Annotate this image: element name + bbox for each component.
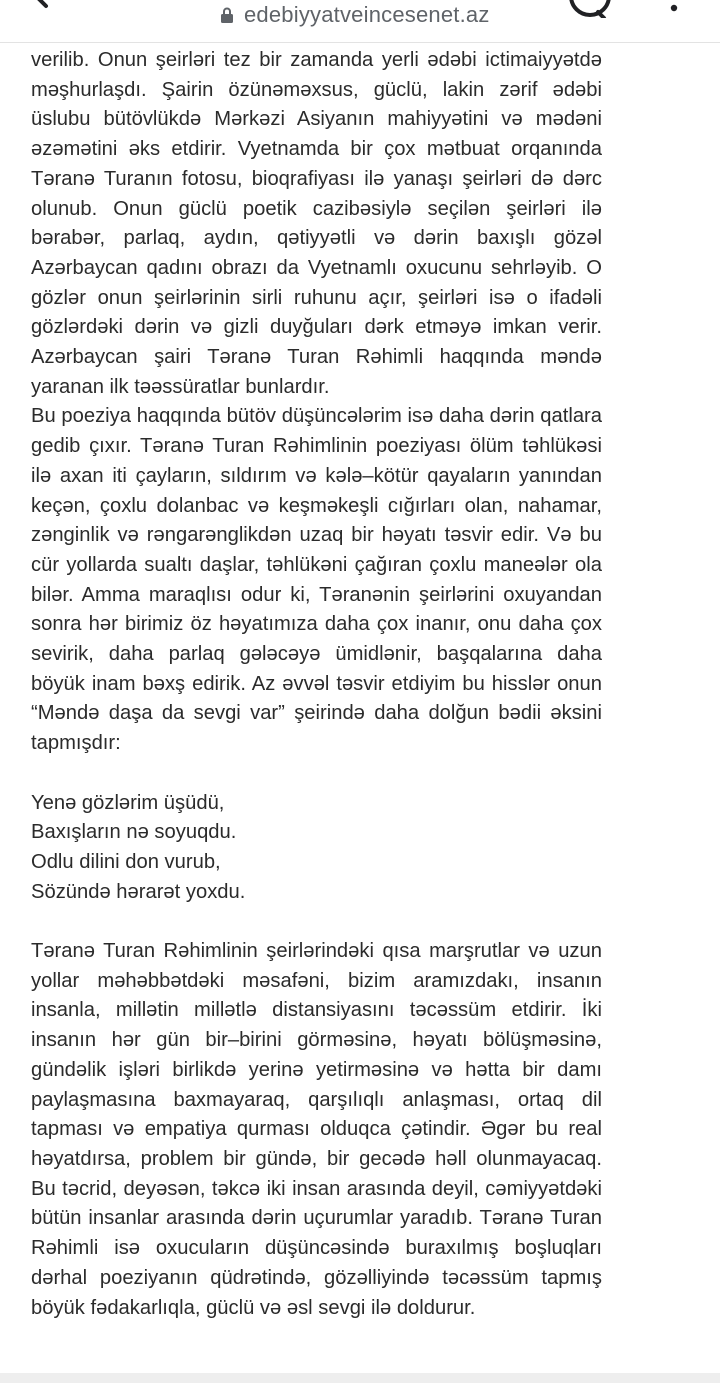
verse-line: Odlu dilini don vurub,: [31, 850, 221, 873]
kebab-menu-icon[interactable]: [668, 0, 680, 16]
article-body: [31, 46, 602, 1323]
article-paragraph: Təranə Turan Rəhimlinin şeirlərindəki qısa marşrutlar və uzun yollar məhəbbətdəki məsafəni, bizim aramızdakı, insanın insanla, millətin millətlə distansiyasını təcəssüm etdirir. İki insanın hər gün bir–birini görməsinə, həyatı bölüşməsinə, gündəlik işləri birlikdə yerinə yetirməsinə və hətta bir damı paylaşmasına baxmayaraq, qarşılıqlı anlaşması, ortaq dil tapması və empatiya qurması olduqca çətindir. Əgər bu real həyatdırsa, problem bir gündə, bir gecədə həll olunmayacaq. Bu təcrid, deyəsən, təkcə iki insan arasında deyil, cəmiyyətdəki bütün insanlar arasında dərin uçurumlar yaradıb. Təranə Turan Rəhimli isə oxucuların düşüncəsində buraxılmış boşluqları dərhal poeziyanın qüdrətində, gözəlliyində təcəssüm tapmış böyük fədakarlıqla, güclü və əsl sevgi ilə doldurur.: [31, 940, 602, 1319]
article-paragraph: Bu poeziya haqqında bütöv düşüncələrim isə daha dərin qatlara gedib çıxır. Təranə Turan Rəhimlinin poeziyası ölüm təhlükəsi ilə axan iti çayların, sıldırım və kələ–kötür qayaların yanından keçən, çoxlu dolanbac və keşməkeşli cığırları olan, nahamar, zənginlik və rəngarənglikdən uzaq bir həyatı təsvir edir. Və bu cür yollarda sualtı daşlar, təhlükəni çağıran çoxlu maneələr ola bilər. Amma maraqlısı odur ki, Təranənin şeirlərini oxuyandan sonra hər birimiz öz həyatımıza daha çox inanır, onu daha çox sevirik, daha parlaq gələcəyə ümidlənir, başqalarına daha böyük inam bəxş edirik. Az əvvəl təsvir etdiyim bu hisslər onun “Məndə daşa da sevgi var” şeirində daha dolğun bədii əksini tapmışdır:: [31, 405, 602, 755]
back-arrow-icon[interactable]: [28, 0, 68, 14]
article-paragraph: verilib. Onun şeirləri tez bir zamanda yerli ədəbi ictimaiyyətdə məşhurlaşdı. Şairin özünəməxsus, güclü, lakin zərif ədəbi üslubu bütövlükdə Mərkəzi Asiyanın mahiyyətini və mədəni əzəmətini əks etdirir. Vyetnamda bir çox mətbuat orqanında Təranə Turanın fotosu, bioqrafiyası ilə yanaşı şeirləri də dərc olunub. Onun güclü poetik cazibəsiylə seçilən şeirləri ilə bərabər, parlaq, aydın, qətiyyətli və dərin baxışlı gözəl Azərbaycan qadını obrazı da Vyetnamlı oxucunu sehrləyib. O gözlər onun şeirlərinin sirli ruhunu açır, şeirləri isə o ifadəli gözlərdəki dərin və gizli duyğuları dərk etməyə imkan verir. Azərbaycan şairi Təranə Turan Rəhimli haqqında məndə yaranan ilk təəssüratlar bunlardır.: [31, 49, 602, 398]
browser-toolbar: [0, 0, 720, 43]
spacer: [31, 907, 602, 937]
address-bar[interactable]: [220, 0, 490, 30]
spacer: [31, 759, 602, 789]
lock-icon: [220, 7, 234, 23]
url-text[interactable]: edebiyyatveincesenet.az: [244, 2, 490, 27]
search-icon[interactable]: [568, 0, 612, 18]
verse-line: Sözündə hərarət yoxdu.: [31, 880, 246, 903]
page-bottom-divider: [0, 1373, 720, 1383]
verse-line: Baxışların nə soyuqdu.: [31, 821, 237, 844]
verse-line: Yenə gözlərim üşüdü,: [31, 791, 225, 814]
